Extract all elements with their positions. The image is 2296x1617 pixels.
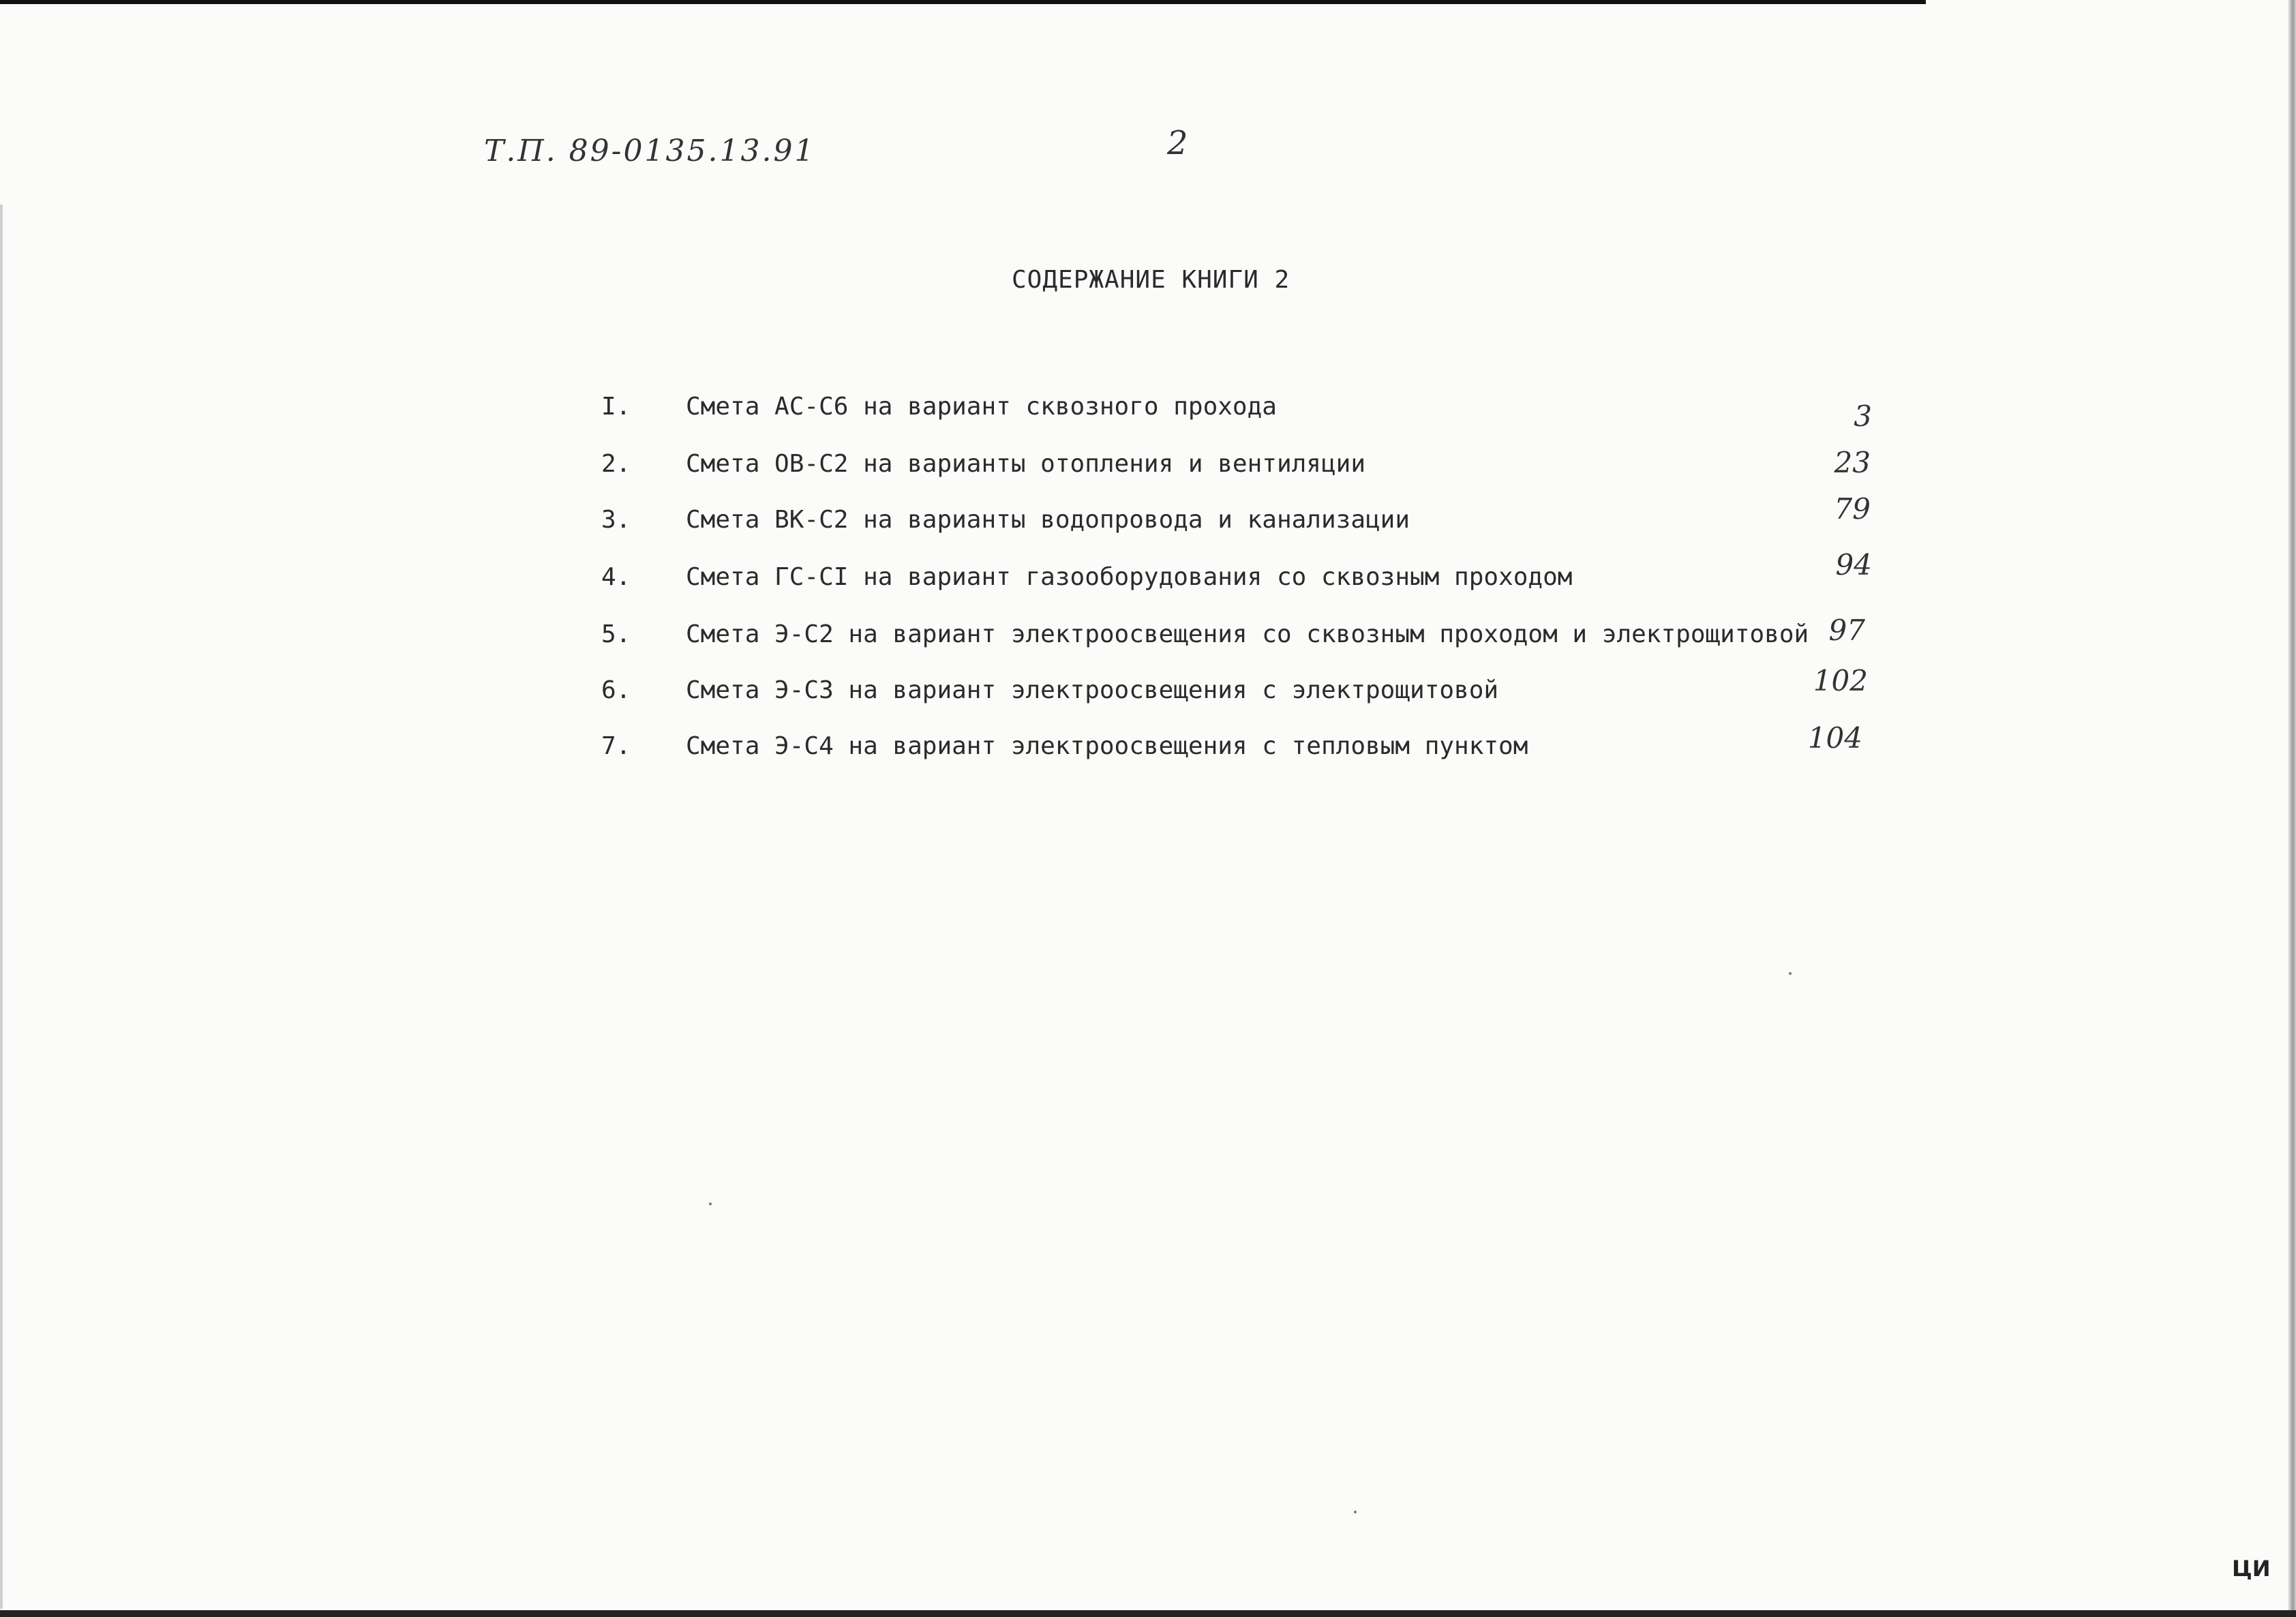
scan-edge-top (0, 0, 1926, 4)
toc-entry-5 (0, 614, 2296, 661)
toc-title: СОДЕРЖАНИЕ КНИГИ 2 (1012, 266, 1290, 294)
toc-entry-number: 6. (601, 676, 631, 704)
toc-entry-number: 2. (601, 450, 631, 478)
toc-entry-page: 79 (1834, 492, 1871, 526)
toc-entry-number: I. (601, 393, 631, 421)
scan-speck (709, 1203, 712, 1205)
toc-entry-page: 3 (1854, 399, 1872, 433)
toc-entry-number: 7. (601, 732, 631, 760)
toc-entry-7 (0, 721, 2296, 773)
toc-entry-text: Смета ВК-С2 на варианты водопровода и канализации (686, 506, 1410, 534)
toc-entry-3 (0, 492, 2296, 547)
toc-entry-text: Смета ОВ-С2 на варианты отопления и вентиляции (686, 450, 1365, 478)
toc-entry-6 (0, 664, 2296, 717)
toc-entry-page: 104 (1807, 721, 1862, 755)
toc-entry-text: Смета Э-С3 на вариант электроосвещения с электрощитовой (686, 676, 1499, 704)
toc-entry-number: 4. (601, 563, 631, 591)
toc-entry-page: 102 (1813, 664, 1868, 697)
scan-edge-right (2288, 0, 2296, 1617)
scan-speck (1789, 972, 1792, 975)
toc-entry-text: Смета Э-С4 на вариант электроосвещения с тепловым пунктом (686, 732, 1528, 760)
toc-entry-text: Смета Э-С2 на вариант электроосвещения со сквозным проходом и электрощитовой (686, 620, 1809, 648)
toc-entry-page: 97 (1828, 614, 1865, 647)
document-code: Т.П. 89-0135.13.91 (484, 134, 816, 168)
scan-speck (1354, 1511, 1357, 1513)
toc-entry-number: 5. (601, 620, 631, 648)
toc-entry-number: 3. (601, 506, 631, 534)
toc-entry-text: Смета АС-С6 на вариант сквозного прохода (686, 393, 1277, 421)
toc-entry-page: 23 (1834, 446, 1871, 479)
toc-entry-4 (0, 548, 2296, 604)
toc-entry-1 (0, 393, 2296, 434)
scan-edge-bottom (0, 1610, 2296, 1617)
toc-entry-2 (0, 446, 2296, 491)
archive-stamp: ЦИ (2232, 1556, 2271, 1582)
page-number: 2 (1167, 124, 1188, 162)
toc-entry-text: Смета ГС-СI на вариант газооборудования со сквозным проходом (686, 563, 1573, 591)
toc-entry-page: 94 (1835, 548, 1872, 581)
